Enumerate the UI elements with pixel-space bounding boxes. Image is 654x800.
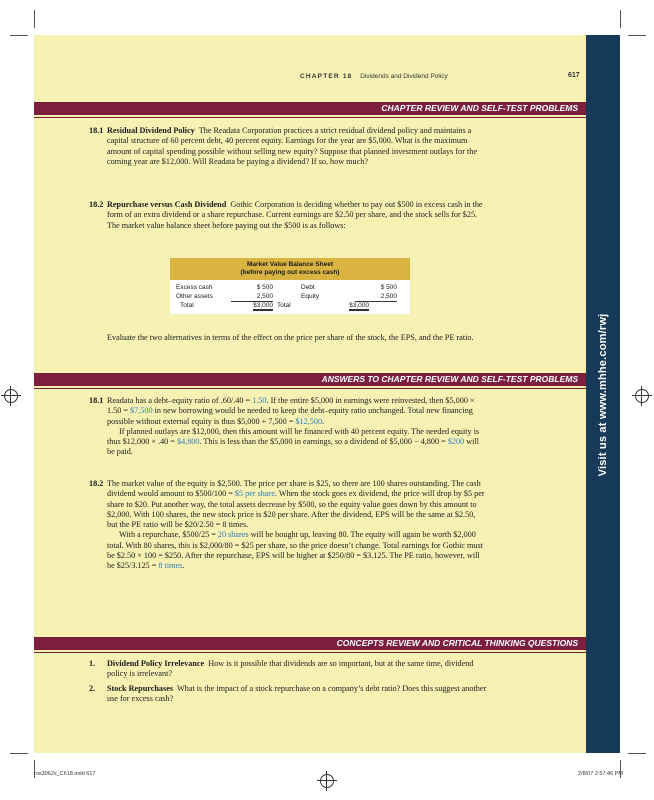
print-slug-date: 2/8/07 2:57:46 PM — [578, 771, 623, 777]
question-text: How is it possible that dividends are so important, but at the same time, dividend policy is irrelevant? — [107, 659, 474, 679]
registration-mark-icon — [4, 389, 18, 403]
running-head — [300, 73, 448, 80]
answer-paragraph: With a repurchase, $500/25 = 20 shares will be bought up, leaving 80. The equity will again be worth $2,000 total. With 80 shares, this is $2,000/80 = $25 per share, so the price doesn’t change. Total earnings for Gothic must be $2.50 × 100 = $250. After the repurchase, EPS will be higher at $250/80 = $3.125. The PE ratio, however, will be $25/3.125 = 8 times. — [107, 530, 483, 571]
row-value: $3,000 — [349, 302, 369, 309]
question-number: 1. — [89, 659, 96, 668]
trim-mark — [620, 10, 621, 28]
problem-text: Gothic Corporation is deciding whether to pay out $500 in excess cash in the form of an extra dividend or a share repurchase. Current earnings are $2.50 per share, and the stock sells for $25. The market value balance sheet before paying out the $500 is as follows: — [107, 200, 483, 230]
row-value: 2,500 — [355, 292, 397, 302]
problem-text: The Readata Corporation practices a strict residual dividend policy and maintains a capital structure of 60 percent debt, 40 percent equity. Earnings for the year are $5,000. What is the maximum amount of capital spending possible without selling new equity? Suppose that planned investment outlays for the coming year are $12,000. Will Readata be paying a dividend? If so, how much? — [107, 126, 477, 166]
row-label: Total — [180, 302, 194, 309]
row-label: Excess cash — [176, 284, 213, 291]
problem-title: Residual Dividend Policy — [107, 126, 195, 135]
table-row — [176, 292, 404, 301]
table-row — [176, 301, 404, 310]
row-label: Total — [277, 302, 291, 309]
registration-mark-icon — [320, 774, 334, 788]
trim-mark — [10, 753, 28, 754]
row-value: $ 500 — [256, 284, 273, 291]
question-title: Stock Repurchases — [107, 684, 174, 693]
row-value: 2,500 — [231, 292, 273, 302]
row-value: $ 500 — [380, 284, 397, 291]
evaluate-text: Evaluate the two alternatives in terms of the effect on the price per share of the stock, the EPS, and the PE ratio. — [107, 333, 474, 342]
balance-sheet-title: Market Value Balance Sheet — [247, 261, 333, 268]
balance-sheet-table — [170, 258, 410, 314]
balance-sheet-subtitle: (before paying out excess cash) — [240, 269, 340, 276]
question-text: What is the impact of a stock repurchase on a company’s debt ratio? Does this suggest another use for excess cash? — [107, 684, 487, 704]
print-slug-file: ros3062x_Ch18.indd 617 — [34, 771, 96, 777]
evaluate-paragraph — [107, 333, 487, 343]
balance-sheet-header — [170, 258, 410, 280]
question-title: Dividend Policy Irrelevance — [107, 659, 205, 668]
question-number: 2. — [89, 684, 96, 693]
row-label: Equity — [301, 293, 320, 300]
answer-paragraph: If planned outlays are $12,000, then this amount will be financed with 40 percent equity. The needed equity is thus $12,000 × .40 = $4,800. This is less than the $5,000 in earnings, so a dividend of $5,000 − 4,800 = $200 will be paid. — [107, 426, 480, 457]
trim-mark — [10, 35, 28, 36]
problem-number: 18.2 — [89, 200, 104, 209]
trim-mark — [628, 753, 646, 754]
sidebar-url: Visit us at www.mhhe.com/rwj — [597, 313, 609, 477]
problem-number: 18.1 — [89, 126, 104, 135]
registration-mark-icon — [635, 389, 649, 403]
trim-mark — [628, 35, 646, 36]
chapter-label: CHAPTER 18 — [300, 73, 353, 80]
row-label: Other assets — [176, 293, 213, 300]
answer-number: 18.1 — [89, 396, 104, 405]
row-label: Debt — [301, 284, 315, 291]
answer-18-1 — [89, 396, 487, 458]
question-1 — [89, 659, 487, 680]
problem-18-1 — [89, 126, 487, 167]
trim-mark — [34, 10, 35, 28]
section-header-concepts: CONCEPTS REVIEW AND CRITICAL THINKING QUESTIONS — [34, 637, 586, 650]
answer-number: 18.2 — [89, 479, 104, 488]
answer-18-2 — [89, 479, 487, 572]
chapter-title: Dividends and Dividend Policy — [360, 73, 448, 80]
question-2 — [89, 684, 487, 705]
answer-paragraph: Readata has a debt–equity ratio of .60/.40 = 1.50. If the entire $5,000 in earnings were reinvested, then $5,000 × 1.50 = $7,500 in new borrowing would be needed to keep the debt–equity ratio unchanged. Total new financing possible without external equity is thus $5,000 + 7,500 = $12,500. — [107, 396, 475, 426]
problem-title: Repurchase versus Cash Dividend — [107, 200, 227, 209]
page-number: 617 — [568, 72, 580, 79]
problem-18-2 — [89, 200, 487, 231]
section-header-review: CHAPTER REVIEW AND SELF-TEST PROBLEMS — [34, 102, 586, 115]
section-header-answers: ANSWERS TO CHAPTER REVIEW AND SELF-TEST PROBLEMS — [34, 373, 586, 386]
answer-paragraph: The market value of the equity is $2,500. The price per share is $25, so there are 100 shares outstanding. The cash dividend would amount to $500/100 = $5 per share. When the stock goes ex dividend, the price will drop by $5 per share to $20. Put another way, the total assets decrease by $500, so the equity value goes down by this amount to $2,000. With 100 shares, the new stock price is $20 per share. After the dividend, EPS will be the same at $2.50, but the PE ratio will be $20/2.50 = 8 times. — [107, 479, 485, 530]
table-row — [176, 283, 404, 292]
row-value: $3,000 — [253, 302, 273, 309]
